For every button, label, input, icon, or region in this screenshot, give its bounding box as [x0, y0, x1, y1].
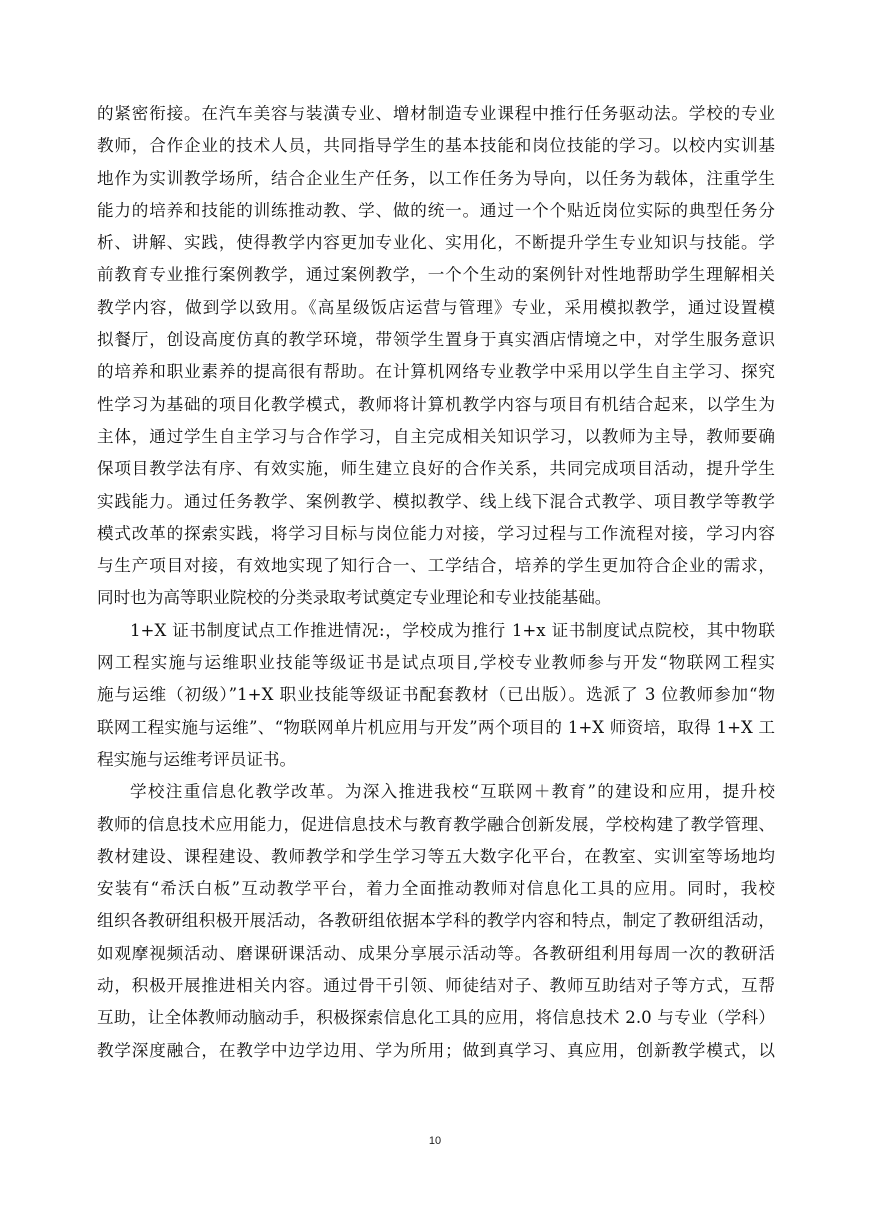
text-line: 前教育专业推行案例教学，通过案例教学，一个个生动的案例针对性地帮助学生理解相关	[97, 265, 775, 285]
text-line: 的培养和职业素养的提高很有帮助。在计算机网络专业教学中采用以学生自主学习、探究	[97, 362, 775, 382]
text-line: 实践能力。通过任务教学、案例教学、模拟教学、线上线下混合式教学、项目教学等教学	[97, 491, 775, 511]
text-line: 教材建设、课程建设、教师教学和学生学习等五大数字化平台，在教室、实训室等场地均	[97, 846, 775, 866]
text-line: 能力的培养和技能的训练推动教、学、做的统一。通过一个个贴近岗位实际的典型任务分	[97, 200, 775, 220]
text-line: 网工程实施与运维职业技能等级证书是试点项目,学校专业教师参与开发“物联网工程实	[97, 653, 775, 673]
text-line: 主体，通过学生自主学习与合作学习，自主完成相关知识学习，以教师为主导，教师要确	[97, 426, 775, 446]
paragraph-first-line: 1+X 证书制度试点工作推进情况:，学校成为推行 1+x 证书制度试点院校，其中物联	[130, 620, 775, 640]
text-line: 模式改革的探索实践，将学习目标与岗位能力对接，学习过程与工作流程对接，学习内容	[97, 523, 775, 543]
text-line: 互助，让全体教师动脑动手，积极探索信息化工具的应用，将信息技术 2.0 与专业（学科）	[97, 1008, 775, 1028]
text-line: 教师，合作企业的技术人员，共同指导学生的基本技能和岗位技能的学习。以校内实训基	[97, 136, 775, 156]
text-line: 与生产项目对接，有效地实现了知行合一、工学结合，培养的学生更加符合企业的需求，	[97, 556, 775, 576]
body-text	[97, 98, 775, 1067]
text-line: 地作为实训教学场所，结合企业生产任务，以工作任务为导向，以任务为载体，注重学生	[97, 168, 775, 188]
text-line: 联网工程实施与运维”、“物联网单片机应用与开发”两个项目的 1+X 师资培，取得 1+X 工	[97, 717, 775, 737]
text-line: 动，积极开展推进相关内容。通过骨干引领、师徒结对子、教师互助结对子等方式，互帮	[97, 976, 775, 996]
text-line: 组织各教研组积极开展活动，各教研组依据本学科的教学内容和特点，制定了教研组活动，	[97, 911, 775, 931]
text-line: 教学深度融合，在教学中边学边用、学为所用；做到真学习、真应用，创新教学模式，以	[97, 1040, 775, 1060]
text-line: 教师的信息技术应用能力，促进信息技术与教育教学融合创新发展，学校构建了教学管理、	[97, 814, 775, 834]
text-line: 程实施与运维考评员证书。	[97, 749, 297, 769]
text-line: 析、讲解、实践，使得教学内容更加专业化、实用化，不断提升学生专业知识与技能。学	[97, 233, 775, 253]
page-number: 10	[428, 1135, 442, 1147]
text-line: 拟餐厅，创设高度仿真的教学环境，带领学生置身于真实酒店情境之中，对学生服务意识	[97, 330, 775, 350]
text-line: 安装有“希沃白板”互动教学平台，着力全面推动教师对信息化工具的应用。同时，我校	[97, 879, 775, 899]
text-line: 施与运维（初级）”1+X 职业技能等级证书配套教材（已出版）。选派了 3 位教师参加“物	[97, 685, 775, 705]
text-line: 教学内容，做到学以致用。《高星级饭店运营与管理》专业，采用模拟教学，通过设置模	[97, 297, 775, 317]
paragraph-first-line: 学校注重信息化教学改革。为深入推进我校“互联网＋教育”的建设和应用，提升校	[130, 782, 775, 802]
text-line: 保项目教学法有序、有效实施，师生建立良好的合作关系，共同完成项目活动，提升学生	[97, 459, 775, 479]
text-line: 性学习为基础的项目化教学模式，教师将计算机教学内容与项目有机结合起来，以学生为	[97, 394, 775, 414]
text-line: 同时也为高等职业院校的分类录取考试奠定专业理论和专业技能基础。	[97, 588, 612, 608]
text-line: 的紧密衔接。在汽车美容与装潢专业、增材制造专业课程中推行任务驱动法。学校的专业	[97, 104, 775, 123]
text-line: 如观摩视频活动、磨课研课活动、成果分享展示活动等。各教研组利用每周一次的教研活	[97, 943, 775, 963]
